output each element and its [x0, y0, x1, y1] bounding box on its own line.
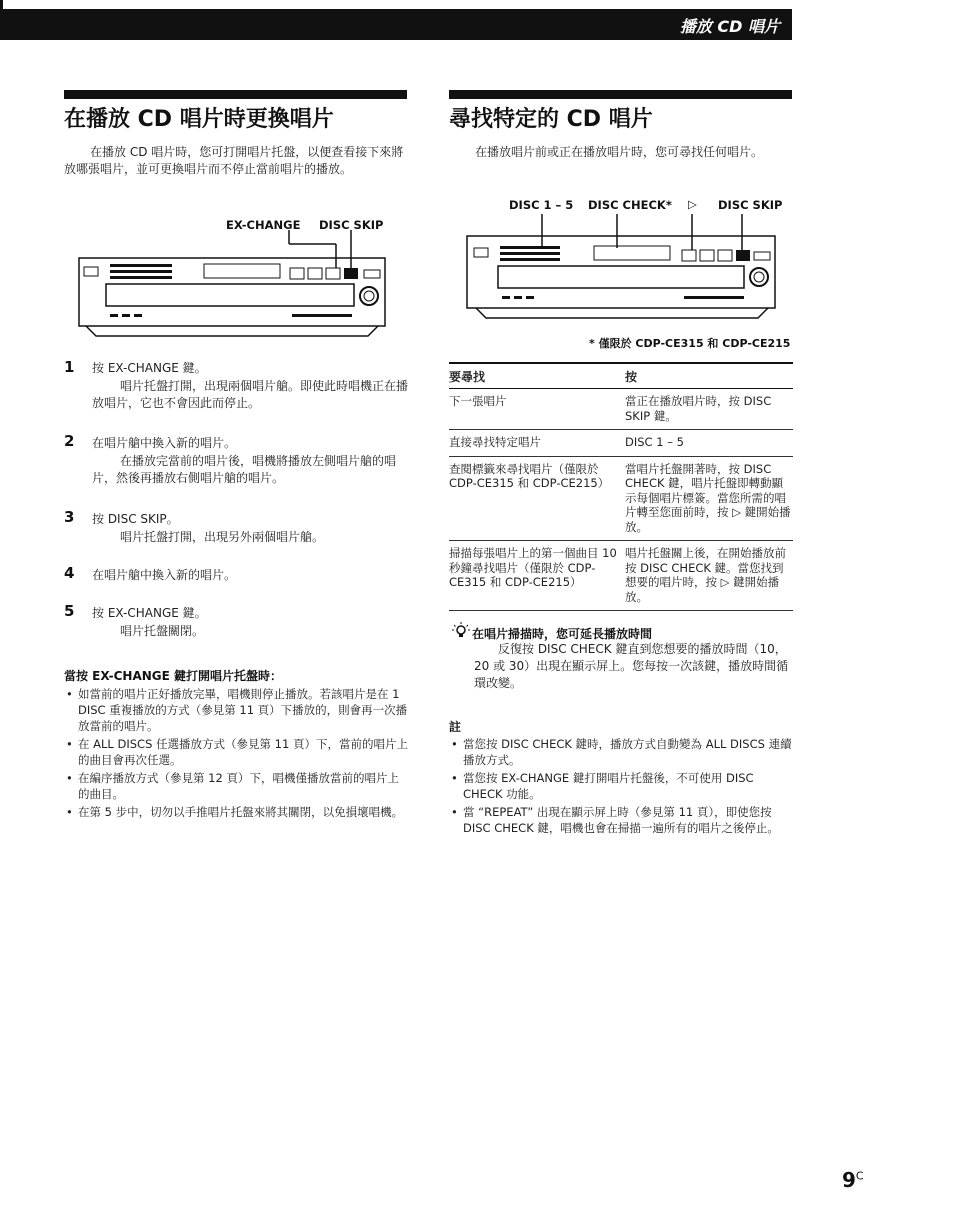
- list-item: • 當您按 DISC CHECK 鍵時，播放方式自動變為 ALL DISCS 連續播放方式。: [449, 736, 796, 768]
- page-number-value: 9: [842, 1168, 856, 1192]
- tip-text: 反復按 DISC CHECK 鍵直到您想要的播放時間（10，20 或 30）出現在顯示屏上。您每按一次該鍵，播放時間循環改變。: [474, 642, 789, 690]
- table-cell-find: 直接尋找特定唱片: [449, 430, 625, 457]
- table-header-press: 按: [625, 363, 793, 389]
- step-title: 在唱片艙中換入新的唱片。: [92, 568, 237, 582]
- search-table: [449, 362, 793, 611]
- cd-player-illustration-right: [466, 214, 778, 326]
- table-header-find: 要尋找: [449, 363, 625, 389]
- label-disc-check: DISC CHECK*: [588, 198, 672, 212]
- label-disc-skip-right: DISC SKIP: [718, 198, 783, 212]
- left-section-rule: [64, 90, 407, 99]
- table-header-row: [449, 363, 793, 389]
- right-notes-title: 註: [449, 720, 462, 734]
- step-text: 唱片托盤打開，出現另外兩個唱片艙。: [120, 530, 325, 544]
- table-cell-find: 查閱標籤來尋找唱片（僅限於 CDP-CE315 和 CDP-CE215）: [449, 456, 625, 541]
- step-number: 2: [64, 432, 75, 450]
- table-cell-press: 當正在播放唱片時，按 DISC SKIP 鍵。: [625, 389, 793, 430]
- left-notes-list: [64, 686, 409, 822]
- list-item: • 在編序播放方式（參見第 12 頁）下，唱機僅播放當前的唱片上的曲目。: [64, 770, 409, 802]
- list-item: • 當您按 EX-CHANGE 鍵打開唱片托盤後，不可使用 DISC CHECK 功能。: [449, 770, 796, 802]
- table-cell-press: DISC 1 – 5: [625, 430, 793, 457]
- cd-player-front-icon: [467, 214, 775, 318]
- header-bar: [0, 9, 792, 40]
- table-cell-find: 掃描每張唱片上的第一個曲目 10 秒鐘尋找唱片（僅限於 CDP-CE315 和 CDP-CE215）: [449, 541, 625, 611]
- left-section-title: 在播放 CD 唱片時更換唱片: [64, 107, 334, 132]
- step-text: 在播放完當前的唱片後，唱機將播放左側唱片艙的唱片，然後再播放右側唱片艙的唱片。: [92, 454, 397, 485]
- model-footnote: * 僅限於 CDP-CE315 和 CDP-CE215: [589, 337, 791, 350]
- step-text: 唱片托盤關閉。: [120, 624, 205, 638]
- step-title: 按 DISC SKIP。: [92, 512, 179, 526]
- page-number-suffix: C: [855, 1169, 864, 1183]
- step-number: 1: [64, 358, 75, 376]
- table-row: [449, 541, 793, 611]
- label-disc-skip: DISC SKIP: [319, 218, 384, 232]
- list-item: • 當 “REPEAT” 出現在顯示屏上時（參見第 11 頁），即使您按 DISC CHECK 鍵，唱機也會在掃描一遍所有的唱片之後停止。: [449, 804, 796, 836]
- step-number: 4: [64, 564, 75, 582]
- label-exchange: EX-CHANGE: [226, 218, 301, 232]
- lightbulb-icon: [452, 622, 470, 640]
- list-item: • 如當前的唱片正好播放完畢，唱機則停止播放。若該唱片是在 1 DISC 重複播放的方式（參見第 11 頁）下播放的，則會再一次播放當前的唱片。: [64, 686, 409, 734]
- label-disc-1-5: DISC 1 – 5: [509, 198, 574, 212]
- play-icon: ▷: [688, 197, 697, 211]
- left-intro: 在播放 CD 唱片時，您可打開唱片托盤，以便查看接下來將放哪張唱片，並可更換唱片而不停止當前唱片的播放。: [64, 145, 404, 176]
- step-title: 按 EX-CHANGE 鍵。: [92, 361, 207, 375]
- header-title: 播放 CD 唱片: [679, 17, 780, 36]
- table-cell-find: 下一張唱片: [449, 389, 625, 430]
- cd-player-front-icon: [79, 230, 385, 336]
- step-number: 3: [64, 508, 75, 526]
- cd-player-illustration-left: [78, 230, 388, 342]
- step-text: 唱片托盤打開，出現兩個唱片艙。即使此時唱機正在播放唱片，它也不會因此而停止。: [92, 379, 409, 410]
- right-intro: 在播放唱片前或正在播放唱片時，您可尋找任何唱片。: [475, 145, 764, 159]
- table-row: [449, 456, 793, 541]
- step-number: 5: [64, 602, 75, 620]
- right-section-rule: [449, 90, 792, 99]
- step-title: 在唱片艙中換入新的唱片。: [92, 436, 237, 450]
- right-section-title: 尋找特定的 CD 唱片: [449, 107, 653, 132]
- list-item: • 在第 5 步中，切勿以手推唱片托盤來將其關閉，以免損壞唱機。: [64, 804, 409, 820]
- step-title: 按 EX-CHANGE 鍵。: [92, 606, 207, 620]
- table-row: [449, 389, 793, 430]
- tip-title: 在唱片掃描時，您可延長播放時間: [472, 627, 653, 641]
- left-notes-title: 當按 EX-CHANGE 鍵打開唱片托盤時：: [64, 669, 283, 683]
- table-cell-press: 唱片托盤關上後，在開始播放前按 DISC CHECK 鍵。當您找到想要的唱片時，按 ▷ 鍵開始播放。: [625, 541, 793, 611]
- list-item: • 在 ALL DISCS 任選播放方式（參見第 11 頁）下，當前的唱片上的曲目會再次任選。: [64, 736, 409, 768]
- table-row: [449, 430, 793, 457]
- right-notes-list: [449, 736, 796, 838]
- page-number: [842, 1168, 864, 1192]
- table-cell-press: 當唱片托盤開著時，按 DISC CHECK 鍵，唱片托盤即轉動顯示每個唱片標簽。當您所需的唱片轉至您面前時，按 ▷ 鍵開始播放。: [625, 456, 793, 541]
